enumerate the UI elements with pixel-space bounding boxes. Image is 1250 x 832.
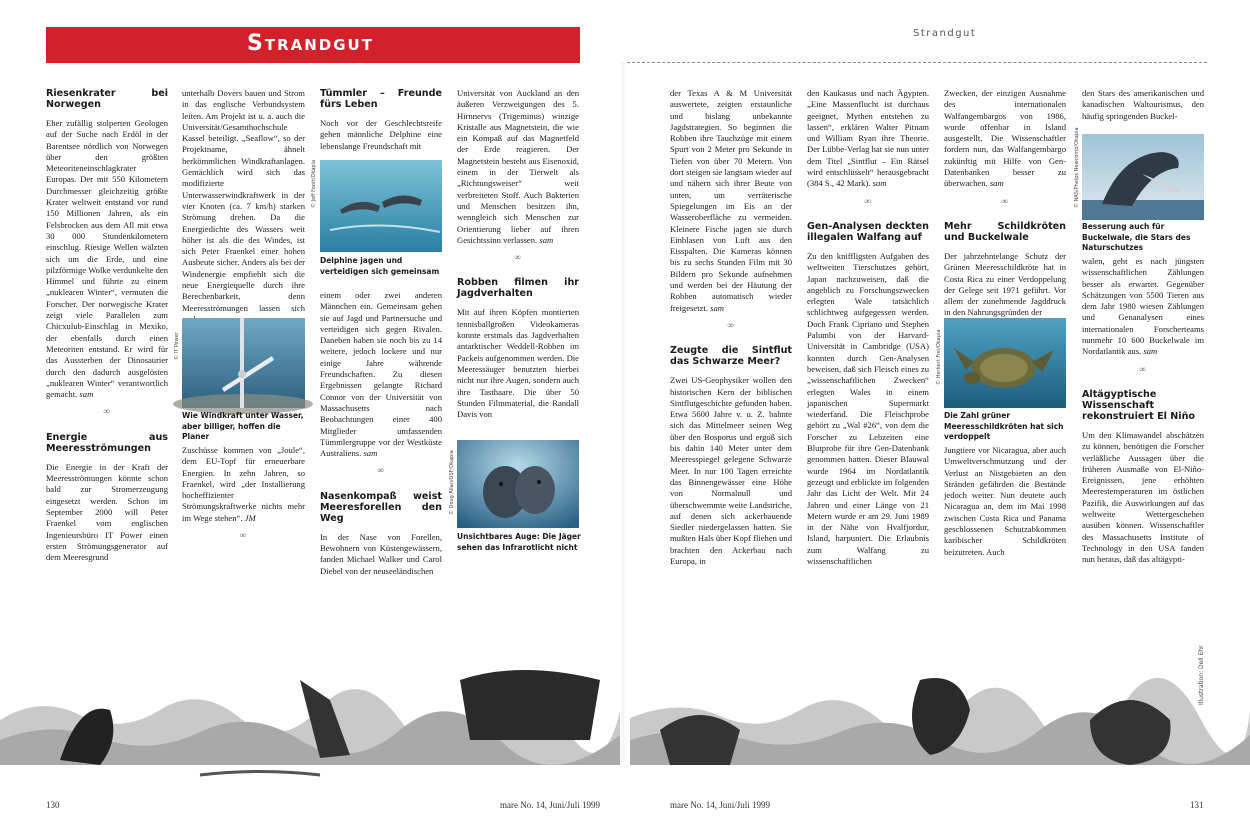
article-heading: Robben filmen ihr Jagdverhalten [457, 277, 579, 300]
article-heading: Mehr Schildkröten und Buckelwale [944, 220, 1066, 243]
right-col-4-top [1082, 88, 1204, 136]
photo-credit: © Doug Allan/OSF/Okapia [449, 450, 455, 515]
photo-credit: © IT Power [174, 332, 180, 360]
footer-left: mare No. 14, Juni/Juli 1999 [500, 800, 600, 810]
article-text: Jungtiere vor Nicaragua, aber auch Umweltverschmutzung und der Verlust an Nistgebieten an den Stränden gefährden die Bestände jedoch weiter. Nun deutete auch Nicaragua an, dem im Mai 1998 zwischen Costa Rica und Panama geschlossenen Schutzabkommen karibischer Schildkröten beizutreten. Auch [944, 445, 1066, 557]
article-text: Eher zufällig stolperten Geologen auf der Suche nach Erdöl in der Barentsee nördlich von Norwegen über den größten Meteoriteneinschlagkrater Europas. Der mit 550 Kilometern Durchmesser gleichzeitig größte Krater weltweit entstand vor rund 150 Millionen Jahren, als ein Felsbrocken aus dem All mit etwa 30 000 Stundenkilometern einschlug. Riesige Wellen wälzten sich um die Erde, und eine pilzförmige Wolke verdunkelte den Himmel und führte zu einem „nuklearen Winter“, vermuten die Forscher. Der norwegische Krater zeigt viele Parallelen zum Chicxulub-Einschlag in Mexiko, der ebenfalls durch einen Meteoriten entstand. Er wird für das Aussterben der Dinosaurier durch den dadurch ausgelösten „nuklearen Winter“ verantwortlich gemacht. sam [46, 118, 168, 400]
section-title: Strandgut [247, 31, 374, 56]
page-number-left: 130 [46, 800, 60, 810]
article-text: Zwecken, der einzigen Ausnahme des internationalen Walfangembargos von 1986, wurde offenbar in Island ausgestellt. Die Wissenschaftler fordern nun, das Walfangembargo zukünftig mit Hilfe von Gen-Datenbanken besser zu überwachen. sam [944, 88, 1066, 189]
ornament: ∞ [1001, 195, 1009, 206]
ornament: ∞ [1139, 363, 1147, 374]
article-text: den Stars des amerikanischen und kanadischen Waltourismus, den häufig springenden Buckel- [1082, 88, 1204, 121]
photo-credit: © Jeff Foott/Okapia [311, 159, 317, 208]
running-head: Strandgut [913, 28, 977, 39]
article-text: Der jahrzehntelange Schutz der Grünen Meeresschildkröte hat in Costa Rica zu einer Verdoppelung der Gelege seit 1971 geführt. Vor allem der zunehmende Jagddruck in den Nahrungsgründen der [944, 250, 1066, 318]
turtle-photo [944, 318, 1066, 408]
windturbine-photo [182, 318, 305, 408]
left-col-2-bottom [182, 445, 305, 545]
photo-caption: Delphine jagen und verteidigen sich gemeinsam [320, 256, 440, 276]
humpback-whale-photo [1082, 134, 1204, 220]
article-text: Zuschüsse kommen von „Joule“, dem EU-Topf für erneuerbare Energien. In zehn Jahren, so Fraenkel, wird „der Installierung hocheffizienter Strömungskraftwerke nichts mehr im Wege stehen“. JM [182, 445, 305, 523]
illustration-credit: Illustration: Dell Ehr [1198, 645, 1205, 705]
photo-caption: Besserung auch für Buckelwale, die Stars des Naturschutzes [1082, 222, 1191, 252]
article-text: einem oder zwei anderen Männchen ein. Gemeinsam gehen sie auf Jagd und Partnersuche und verteidigen sich gegen Rivalen. Daneben haben sie noch bis zu 14 weitere, jedoch lockere und nur einige Jahre währende Freundschaften. Zu diesen Ergebnissen gelangte Richard Connor von der Universität von Massachusetts nach Beobachtungen einer 400 Mitglieder umfassenden Tümmlergruppe vor der Westküste Australiens. sam [320, 290, 442, 459]
photo-credit: © NAS/Phelps Newcomb/Okapia [1074, 127, 1080, 208]
ornament: ∞ [514, 252, 522, 263]
right-col-2 [807, 88, 929, 566]
right-col-4-bottom [1082, 256, 1204, 586]
article-heading: Energie aus Meeresströmungen [46, 431, 168, 454]
article-heading: Zeugte die Sintflut das Schwarze Meer? [670, 345, 792, 368]
photo-credit: © Herbert Frei/Okapia [936, 329, 942, 385]
footer-right: mare No. 14, Juni/Juli 1999 [670, 800, 770, 810]
photo-caption: Unsichtbares Auge: Die Jäger sehen das Infrarotlicht nicht [457, 532, 581, 552]
section-banner [46, 27, 580, 63]
article-text: Universität von Auckland an den äußeren Verzweigungen des 5. Hirnnervs (Trigeminus) winzige Kristalle aus Magnetstein, die wie ein Kompaß auf das Magnetfeld der Erde reagieren. Der Magnetstein besteht aus Eisenoxid, einem in der Tierwelt als „Richtungsweiser“ weit verbreiteten Stoff. Auch Bakterien und Menschen besitzen ihn, wenngleich sich Menschen zur Orientierung lieber auf ihren Gesichtssinn verlassen. sam [457, 88, 579, 245]
ornament: ∞ [103, 406, 111, 417]
header-rule [627, 62, 1207, 63]
article-text: In der Nase von Forellen, Bewohnern von Küstengewässern, fanden Michael Walker und Carol Diebel von der neuseeländischen [320, 531, 442, 576]
right-col-3-top [944, 88, 1066, 318]
article-text: Um den Klimawandel abschätzen zu können, benötigen die Forscher verläßliche Aussagen über die früheren Ausmaße von El-Niño-Ereignissen, jene erhöhten Meerestemperaturen im östlichen Pazifik, die Auswirkungen auf das weltweite Wettergeschehen ausüben können. Wissenschaftler des Massachusetts Institute of Technology in den USA fanden nun heraus, daß das altägypti- [1082, 429, 1204, 565]
left-col-4-top [457, 88, 579, 433]
article-text: unterhalb Dovers bauen und Strom in das englische Verbundsystem leiten. Am Projekt ist u. a. auch die Universität/Gesamthochschule Kassel beteiligt. „Seaflow“, so der Projektname, ähnelt herkömmlichen Windkraftanlagen. Gemächlich wird sich das modifizierte Unterwasserwindkraftwerk in der vier Knoten (ca. 7 km/h) starken Strömung drehen. Da die Energiedichte des Wassers weit höher ist als die des Windes, ist sich Peter Fraenkel einer hohen Ausbeute sicher. Anders als bei der Windenergie empfiehlt sich die neue Energiequelle durch ihre Berechenbarkeit, denn Meeresströmungen lassen sich [182, 88, 305, 313]
article-text: der Texas A & M Universität auswertete, zeigten erstaunliche und bislang unbekannte Jagdstrategien. So beginnen die Robben ihre Tauchzüge mit einem Spurt von 2 Meter pro Sekunde in Tiefen von über 70 Metern. Von dort steigen sie langsam wieder auf und nähern sich ihrer Beute von unten, um verräterische Spiegelungen im Eis an der Wasseroberfläche zu vermeiden. Kleinere Fische jagen sie durch Einblasen von Luft aus den Eisspalten. Die Kameras können bis zu sechs Stunden Film mit 30 Bildern pro Sekunde aufnehmen und werden bei der Häutung der Robben automatisch wieder freigesetzt. sam [670, 88, 792, 313]
article-text: Mit auf ihren Köpfen montierten tennisballgroßen Videokameras konnte erstmals das Jagdverhalten antarktischer Weddell-Robben im Packeis aufgenommen werden. Die Meeressäuger benutzten hierbei nicht nur ihre Augen, sondern auch ihre Tasthaare. Die über 50 Stunden Filmmaterial, die Randall Davis von [457, 307, 579, 420]
dolphin-photo [320, 160, 442, 252]
seal-photo [457, 440, 579, 528]
article-heading: Gen-Analysen deckten illegalen Walfang auf [807, 220, 929, 243]
photo-caption: Die Zahl grüner Meeresschildkröten hat sich verdoppelt [944, 411, 1064, 441]
left-col-3-top [320, 88, 442, 158]
ornament: ∞ [727, 319, 735, 330]
right-col-1 [670, 88, 792, 566]
right-col-3-bottom [944, 445, 1066, 557]
article-text: Zu den kniffligsten Aufgaben des weltweiten Tierschutzes gehört, Japan nachzuweisen, daß die angeblich zu Forschungszwecken erlegten Wale tatsächlich schlichtweg aufgegessen werden. Doch Frank Cipriano und Stephen Palumbi von der Harvard-Universität in Cambridge (USA) konnten durch Gen-Analysen beweisen, daß sich Fleisch eines zu „wissenschaftlichen Zwecken“ erlegten Wales in einem japanischen Supermarkt wiederfand. Die Fleischprobe gehört zu „Wal #26“, von dem die Forscher zu Lebzeiten eine Blutprobe für ihre Gen-Datenbank genommen hatten. Dieser Blauwal wurde 1964 im Nordatlantik gezeugt und erblickte im folgenden Jahr das Licht der Welt. Mit 24 Jahren und einer Länge von 21 Metern wurde er am 29. Juni 1989 in der Nähe von Hvalfjordur, Island, harpuniert. Die Erlaubnis zum Walfang zu wissenschaftlichen [807, 250, 929, 566]
article-heading: Nasenkompaß weist Meeresforellen den Weg [320, 490, 442, 524]
page-number-right: 131 [1190, 800, 1204, 810]
article-text: Noch vor der Geschlechtsreife gehen männliche Delphine eine lebenslange Freundschaft mit [320, 118, 442, 151]
article-heading: Riesenkrater bei Norwegen [46, 88, 168, 110]
left-col-2-top [182, 88, 305, 318]
left-col-3-bottom [320, 290, 442, 576]
ornament: ∞ [377, 465, 385, 476]
article-heading: Tümmler – Freunde fürs Leben [320, 88, 442, 110]
seabed-illustration [0, 640, 1250, 790]
article-text: walen, geht es nach jüngsten wissenschaftlichen Zählungen besser als erwartet. Gegenüber Schätzungen von 5500 Tieren aus dem Jahr 1980 wiesen Zählungen und Genanalysen eines internationalen Forscherteams nunmehr 10 600 Buckelwale im Nordatlantik aus. sam [1082, 256, 1204, 357]
ornament: ∞ [864, 195, 872, 206]
article-text: Die Energie in der Kraft der Meeresströmungen könnte schon bald zur Stromerzeugung eingesetzt werden. Schon im September 2000 will Peter Fraenkel vom englischen Ingenieursbüro IT Power einen ersten Strömungsgenerator auf dem Meeresgrund [46, 461, 168, 563]
photo-caption: Wie Windkraft unter Wasser, aber billiger, hoffen die Planer [182, 411, 304, 441]
article-text: den Kaukasus und nach Ägypten. „Eine Massenflucht ist durchaus geeignet, Mythen entstehen zu lassen“, erklären Walter Pitnam und William Ryan ihre Theorie. Der Lübbe-Verlag hat sie nun unter dem Titel „Sintflut – Ein Rätsel wird entschlüsselt“ herausgebracht (384 S., 42 Mark). sam [807, 88, 929, 189]
ornament: ∞ [239, 530, 248, 541]
article-heading: Altägyptische Wissenschaft rekonstruiert El Niño [1082, 388, 1196, 422]
article-text: Zwei US-Geophysiker wollen den historischen Kern der biblischen Sintflutgeschichte gefunden haben. Etwa 5600 Jahre v. u. Z. bahnte sich das Mittelmeer seinen Weg über den Bosporus und ergoß sich bis dahin 140 Meter unter dem Meeresspiegel gelegene Schwarze Meer. In nur 100 Tagen erreichte das Binnengewässer eine Höhe von Normalnull und überschwemmte weite Landstriche, auf denen sich ackerbauende Siedler niedergelassen hatten. Sie mußten Hals über Kopf fliehen und brachten den Ackerbau nach Europa, in [670, 375, 792, 566]
left-col-1 [46, 88, 168, 584]
